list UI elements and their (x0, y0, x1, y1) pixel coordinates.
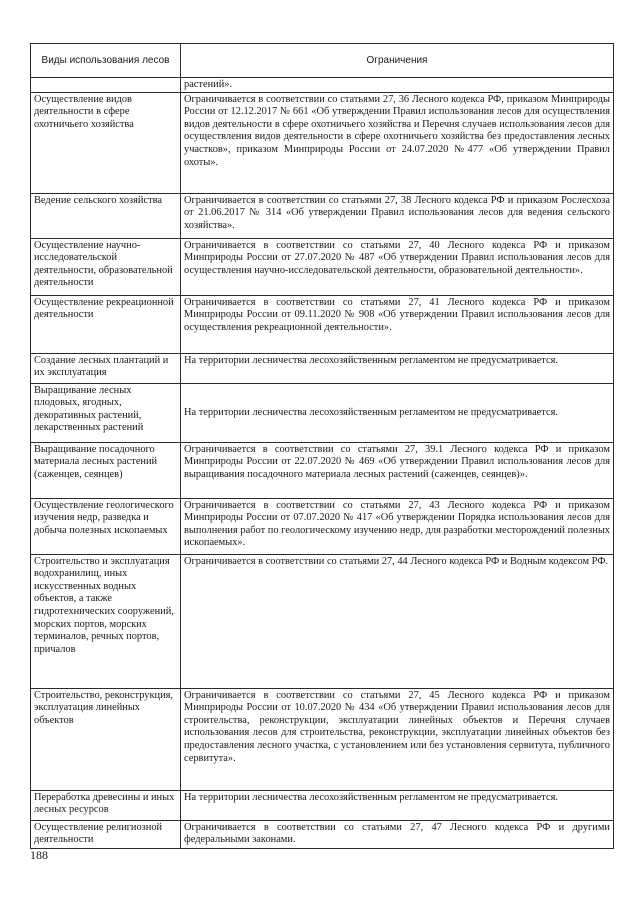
table-row (31, 238, 614, 295)
table-cell-restriction: На территории лесничества лесохозяйственным регламентом не предусматривается. (181, 353, 614, 383)
forest-use-restrictions-table (30, 43, 614, 849)
table-row (31, 193, 614, 238)
table-cell-use: Осуществление рекреационной деятельности (31, 295, 181, 353)
table-cell-use: Осуществление религиозной деятельности (31, 820, 181, 848)
table-cell-restriction: Ограничивается в соответствии со статьями 27, 43 Лесного кодекса РФ и приказом Минприроды России от 07.07.2020 № 417 «Об утверждении Порядка использования лесов для выполнения работ по геологическому изучению недр, для разработки месторождений полезных ископаемых». (181, 498, 614, 554)
table-cell-restriction: На территории лесничества лесохозяйственным регламентом не предусматривается. (181, 790, 614, 820)
table-cell-restriction: На территории лесничества лесохозяйственным регламентом не предусматривается. (181, 383, 614, 442)
table-cell-restriction: Ограничивается в соответствии со статьями 27, 45 Лесного кодекса РФ и приказом Минприроды России от 10.07.2020 № 434 «Об утверждении Правил использования лесов для строительства, реконструкции, эксплуатации линейных объектов и Перечня случаев использования лесов для строительства, реконструкции, эксплуатации линейных объектов без предоставления лесного участка, с установлением или без установления сервитута, публичного сервитута». (181, 688, 614, 790)
table-cell-restriction: Ограничивается в соответствии со статьями 27, 38 Лесного кодекса РФ и приказом Рослесхоза от 21.06.2017 № 314 «Об утверждении Правил использования лесов для ведения сельского хозяйства». (181, 193, 614, 238)
table-cell-use: Создание лесных плантаций и их эксплуатация (31, 353, 181, 383)
table-cell-use: Выращивание посадочного материала лесных растений (саженцев, сеянцев) (31, 442, 181, 498)
table-cell-use: Осуществление видов деятельности в сфере охотничьего хозяйства (31, 92, 181, 193)
page-number: 188 (30, 848, 48, 862)
table-row (31, 442, 614, 498)
table-cell-restriction: Ограничивается в соответствии со статьями 27, 41 Лесного кодекса РФ и приказом Минприроды России от 09.11.2020 № 908 «Об утверждении Правил использования лесов для осуществления рекреационной деятельности». (181, 295, 614, 353)
table-cell-restriction: Ограничивается в соответствии со статьями 27, 47 Лесного кодекса РФ и другими федеральными законами. (181, 820, 614, 848)
table-cell-restriction: Ограничивается в соответствии со статьями 27, 39.1 Лесного кодекса РФ и приказом Минприроды России от 22.07.2020 № 469 «Об утверждении Правил использования лесов для выращивания посадочного материала лесных растений (саженцев, сеянцев)». (181, 442, 614, 498)
table-cell-use: Осуществление геологического изучения недр, разведка и добыча полезных ископаемых (31, 498, 181, 554)
table-cell-use: Ведение сельского хозяйства (31, 193, 181, 238)
table-cell-use: Осуществление научно-исследовательской деятельности, образовательной деятельности (31, 238, 181, 295)
table-row (31, 688, 614, 790)
table-row (31, 554, 614, 688)
table-row (31, 790, 614, 820)
table-cell-use: Выращивание лесных плодовых, ягодных, декоративных растений, лекарственных растений (31, 383, 181, 442)
table-cell-use: Строительство, реконструкция, эксплуатация линейных объектов (31, 688, 181, 790)
table-header-row (31, 44, 614, 78)
table-row (31, 353, 614, 383)
table-cell-use: Строительство и эксплуатация водохранилищ, иных искусственных водных объектов, а также гидротехнических сооружений, морских портов, морских терминалов, речных портов, причалов (31, 554, 181, 688)
table-row (31, 295, 614, 353)
table-cell-continued-text: растений». (181, 78, 614, 93)
table-cell-restriction: Ограничивается в соответствии со статьями 27, 44 Лесного кодекса РФ и Водным кодексом РФ. (181, 554, 614, 688)
table-cell-use: Переработка древесины и иных лесных ресурсов (31, 790, 181, 820)
table-cell-empty (31, 78, 181, 93)
table-row (31, 498, 614, 554)
table-row (31, 820, 614, 848)
table-row (31, 383, 614, 442)
table-cell-restriction: Ограничивается в соответствии со статьями 27, 36 Лесного кодекса РФ, приказом Минприроды России от 12.12.2017 № 661 «Об утверждении Правил использования лесов для осуществления видов деятельности в сфере охотничьего хозяйства и Перечня случаев использования лесов для осуществления видов деятельности в сфере охотничьего хозяйства без предоставления лесных участков», приказом Минприроды России от 24.07.2020 №477 «Об утверждении Правил охоты». (181, 92, 614, 193)
header-forest-use-types: Виды использования лесов (31, 44, 181, 78)
table-cell-restriction: Ограничивается в соответствии со статьями 27, 40 Лесного кодекса РФ и приказом Минприроды России от 27.07.2020 № 487 «Об утверждении Правил использования лесов для осуществления научно-исследовательской деятельности, образовательной деятельности». (181, 238, 614, 295)
table-row-continued (31, 78, 614, 93)
table-row (31, 92, 614, 193)
header-restrictions: Ограничения (181, 44, 614, 78)
